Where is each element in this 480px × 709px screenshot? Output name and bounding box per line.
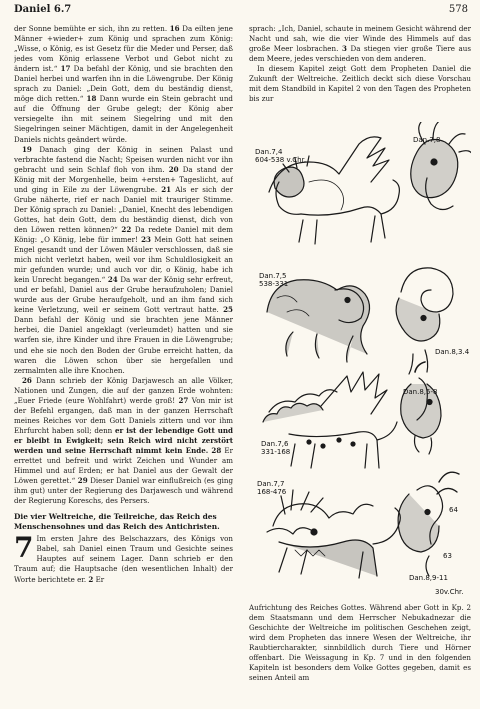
text-run: Er errettet und befreit und wirkt Zeichen und Wunder am Himmel und auf Erden; er hat Daniel aus der Gewalt der Löwen gerettet.“ (14, 445, 233, 486)
text-run: Von mir ist der Befehl ergangen, daß man in der ganzen Herrschaft meines Reiches vor dem Gott Daniels zittern und vor ihm Ehrfurcht haben soll; denn (14, 395, 233, 435)
verse-number: 27 (178, 395, 189, 405)
goat-little-horn-label: Dan.8,9-11 (409, 574, 448, 582)
verse-number: 24 (107, 275, 118, 285)
ram-label: Dan.8,3.4 (435, 348, 470, 356)
verse-number: 22 (121, 224, 132, 234)
text-run: Da befahl der König, und sie brachten den Daniel herbei und warfen ihn in die Löwengrube. Der König sprach zu Daniel: „Dein Gott, dem du beständig dienst, möge dich retten.“ (14, 64, 233, 104)
paragraph (14, 376, 233, 507)
text-run: Dann wurde ein Stein gebracht und auf die Öffnung der Grube gelegt; der König aber versiegelte ihn mit seinem Siegelring und mit den Siegelringen seiner Mächtigen, damit in der Angelegenheit Daniels nichts geändert würde. (14, 94, 233, 144)
text-run: Mein Gott hat seinen Engel gesandt und der Löwen Mäuler verschlossen, daß sie mich nicht verletzt haben, weil vor ihm Schuldlosigkeit an mir gefunden wurde; und auch vor dir, o König, habe ich kein Unrecht begangen.“ (14, 234, 233, 285)
verse-number: 18 (86, 94, 97, 104)
right-text-column-bottom (249, 603, 471, 705)
paragraph (14, 531, 233, 584)
verse-number: 26 (22, 375, 32, 385)
verse-number: 23 (141, 234, 151, 244)
beasts-illustration (249, 122, 471, 599)
text-run: sprach: „Ich, Daniel, schaute in meinem Gesicht während der Nacht und sah, wie die vier Winde des Himmels auf das große Meer losbrachen. (249, 24, 471, 54)
verse-number: 19 (22, 144, 32, 154)
verse-number: 25 (223, 305, 233, 315)
text-run: Er (95, 574, 105, 584)
paragraph (14, 24, 233, 145)
text-run: In diesem Kapitel zeigt Gott dem Propheten Daniel die Zukunft der Weltreiche. Zeitlich deckt sich diese Vorschau mit dem Standbild in Kapitel 2 von den Tagen des Propheten bis zur (249, 64, 471, 104)
ram-drawing (396, 268, 453, 374)
page-number: 578 (448, 4, 468, 15)
text-run: Dann befahl der König und sie brachten jene Männer herbei, die Daniel angeklagt (verleumdet) hatten und sie warfen sie, ihre Kinder und ihre Frauen in die Löwengrube; und ehe sie noch den Boden der Grube erreicht hatten, da waren die Löwen schon über sie hergefallen und zermalmten alle ihre Knochen. (14, 315, 233, 375)
text-run: Da stand der König mit der Morgenhelle, beim +ersten+ Tageslicht, auf und ging in Eile zu der Löwengrube. (14, 164, 233, 194)
text-run: Dieser Daniel war einflußreich (es ging ihm gut) unter der Regierung des Darjawesch und während der Regierung Koreschs, des Persers. (14, 476, 233, 506)
chapter-dropcap: 7 (14, 531, 34, 565)
text-run: Dann schrieb der König Darjawesch an alle Völker, Nationen und Zungen, die auf der ganzen Erde wohnten: „Euer Friede (eure Wohlfahrt) werde groß! (14, 375, 233, 405)
beast-label: Dan.7,7 168-476 (257, 480, 287, 496)
verse-number: 21 (161, 184, 172, 194)
paragraph (249, 64, 471, 104)
goat-drawing (401, 362, 441, 454)
goat-label: Dan.8,5-8 (403, 388, 438, 396)
verse-number: 17 (60, 64, 71, 74)
verse-number: 16 (169, 24, 180, 33)
year-30-label: 30v.Chr. (435, 588, 464, 596)
text-run: Da eilten jene Männer +wieder+ zum König und sprachen zum König: „Wisse, o König, es ist Gesetz für die Meder und Perser, daß jedes vom König erlassene Verbot und Gebot nicht zu ändern ist.“ (14, 24, 233, 74)
terrible-beast-drawing (267, 490, 400, 578)
text-run: Da stiegen vier große Tiere aus dem Meere, jedes verschieden von dem anderen. (249, 44, 471, 64)
text-run: Im ersten Jahre des Belschazzars, des Königs von Babel, sah Daniel einen Traum und Gesichte seines Hauptes auf seinem Lager. Dann schrieb er den Traum auf; die Hauptsache (den wesentlichen Inhalt) der Worte berichtete er. (14, 534, 233, 584)
paragraph (249, 24, 471, 64)
bear-label: Dan.7,5 538-331 (259, 272, 289, 288)
paragraph (14, 145, 233, 376)
right-text-column-top (249, 24, 471, 117)
lion-label: Dan.7,4 604-538 v.Chr. (255, 148, 307, 164)
text-run: der Sonne bemühte er sich, ihn zu retten. (14, 24, 168, 33)
left-text-column (14, 24, 233, 704)
number-63-label: 63 (443, 552, 452, 560)
number-64-label: 64 (449, 506, 458, 514)
bear-drawing (267, 280, 370, 362)
running-head (14, 4, 468, 18)
leopard-label: Dan.7,6 331-168 (261, 440, 291, 456)
verse-number: 29 (77, 476, 88, 486)
text-run: Da redete Daniel mit dem König: „O König, lebe für immer! (14, 224, 233, 244)
text-run: Danach ging der König in seinen Palast und verbrachte fastend die Nacht; Speisen wurden nicht vor ihn gebracht und sein Schlaf floh von ihm. (14, 144, 233, 174)
verse-number: 28 (211, 445, 222, 455)
text-run: Als er sich der Grube näherte, rief er nach Daniel mit trauriger Stimme. Der König sprach zu Daniel: „Daniel, Knecht des lebendigen Gottes, hat dein Gott, dem du beständig dienst, dich von den Löwen retten können?“ (14, 184, 233, 234)
running-head-book-chapter: Daniel 6.7 (14, 4, 72, 15)
text-run: Da war der König sehr erfreut, und er befahl, Daniel aus der Grube heraufzuholen; Daniel wurde aus der Grube heraufgeholt, und an ihm fand sich keine Verletzung, weil er seinem Gott vertraut hatte. (14, 275, 233, 315)
beasts-drawing (249, 122, 471, 599)
section-heading: Die vier Weltreiche, die Teilreiche, das Reich des Menschensohnes und das Reich des Antichristen. (14, 512, 220, 532)
paragraph (249, 603, 471, 683)
verse-number: 2 (88, 574, 94, 584)
emphasized-text: er ist der lebendige Gott und er bleibt in Ewigkeit; sein Reich wird nicht zerstört werden und seine Herrschaft nimmt kein Ende. (14, 425, 233, 455)
verse-number: 20 (168, 164, 179, 174)
horned-head-label: Dan.7,8 (413, 136, 441, 144)
text-run: Aufrichtung des Reiches Gottes. Während aber Gott in Kp. 2 dem Staatsmann und dem Herrscher Nebukadnezar die Geschichte der Weltreiche im politischen Geschehen zeigt, wird dem Propheten das innere Wesen der Weltreiche, ihr Raubtiercharakter, sinnbildlich durch Tiere und Hörner offenbart. Die Weissagung in Kp. 7 und in den folgenden Kapiteln ist besonders dem Volke Gottes gegeben, damit es seinen Anteil am (249, 603, 471, 683)
verse-number: 3 (341, 44, 347, 54)
goat-little-horn-drawing (398, 472, 459, 576)
